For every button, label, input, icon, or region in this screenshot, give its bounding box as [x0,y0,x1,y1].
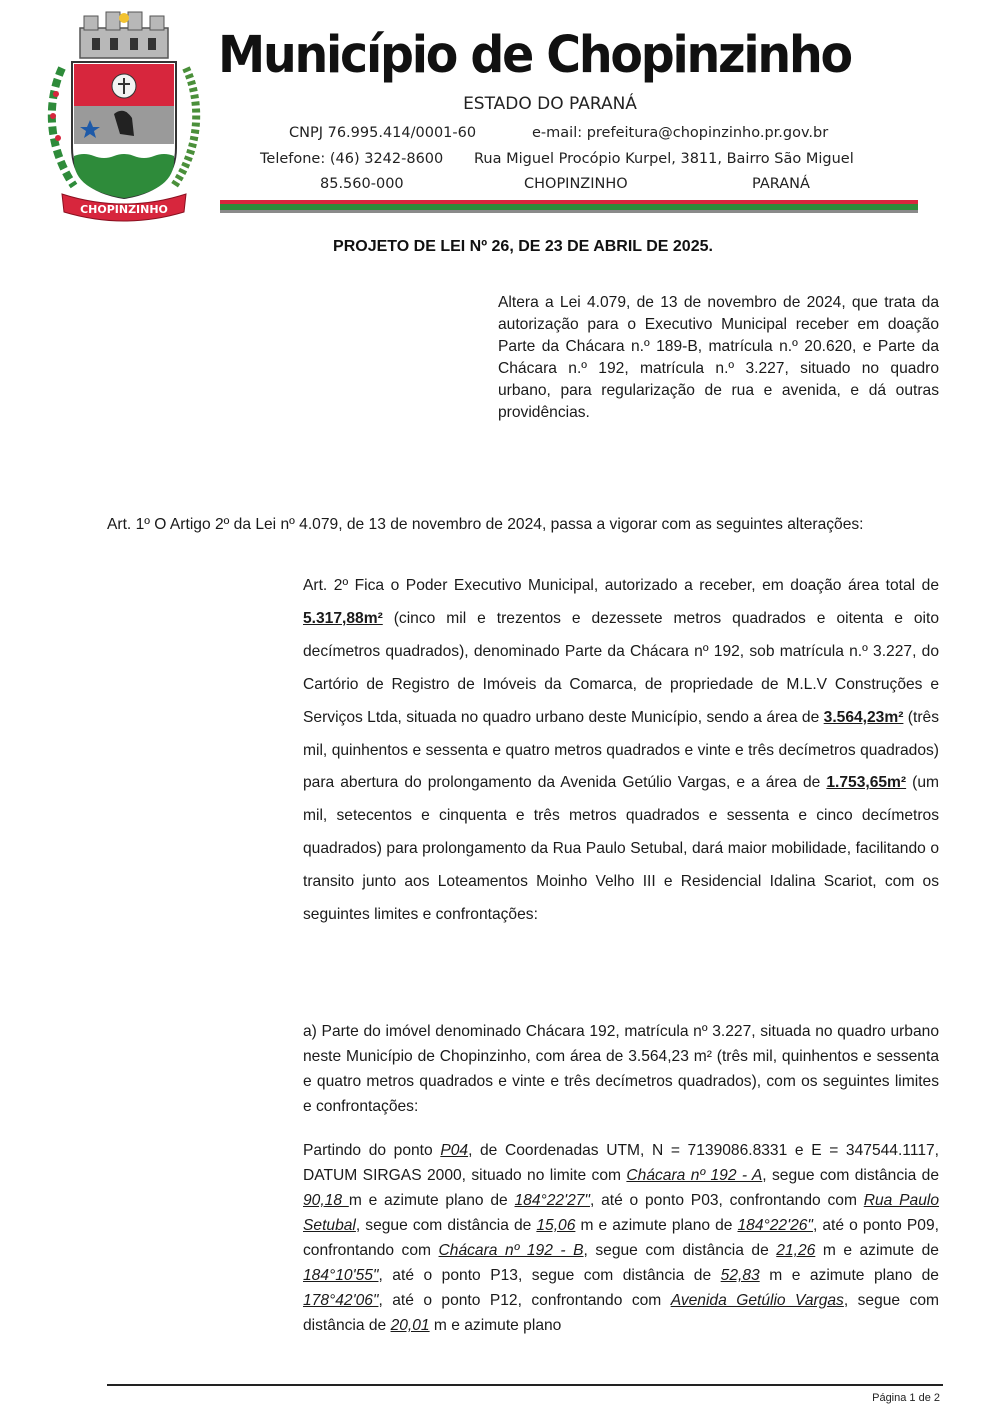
area-total: 5.317,88m² [303,609,383,627]
state-name: ESTADO DO PARANÁ [463,94,637,114]
art2-text-1: Art. 2º Fica o Poder Executivo Municipal, autorizado a receber, em doação área total de [303,577,939,594]
descr-text: , de Coordenadas UTM, N = 7139086.8331 e E = 347544.1117, DATUM SIRGAS 2000, situado no limite com [303,1142,940,1184]
descr-text: m e azimute de [815,1242,939,1259]
descr-text: , segue com distância de [583,1242,777,1259]
distance-2: 15,06 [536,1217,576,1234]
descr-text: , até o ponto P13, segue com distância de [378,1267,721,1284]
phone: Telefone: (46) 3242-8600 [260,151,444,167]
item-a: a) Parte do imóvel denominado Chácara 192, matrícula nº 3.227, situada no quadro urbano neste Município de Chopinzinho, com área de 3.564,23 m² (três mil, quinhentos e sessenta e quatro metros quadrados e vinte e três decímetros quadrados), com os seguintes limites e confrontações: [303,1023,939,1115]
boundary-description [303,1138,939,1338]
distance-4: 52,83 [720,1267,760,1284]
descr-text: , segue com distância de [355,1217,537,1234]
descr-text: m e azimute plano de [575,1217,738,1234]
area-avenida: 3.564,23m² [823,708,904,726]
avenida-getulio-vargas: Avenida Getúlio Vargas [670,1292,844,1309]
descr-text: Partindo do ponto [303,1142,441,1159]
cep: 85.560-000 [320,176,404,192]
descr-text: , até o ponto P09, confrontando com [303,1217,939,1259]
azimuth-3: 184°10'55" [303,1267,379,1284]
header-stripe-gray [220,210,918,213]
distance-3: 21,26 [776,1242,816,1259]
uf: PARANÁ [752,176,810,192]
azimuth-2: 184°22'26" [737,1217,813,1234]
azimuth-4: 178°42'06" [303,1292,379,1309]
point-p04: P04 [440,1142,469,1159]
descr-text: , segue com distância de [303,1292,939,1334]
crest-banner-text: CHOPINZINHO [80,203,168,216]
art2-text-4: (um mil, setecentos e cinquenta e três metros quadrados e sessenta e cinco decímetros quadrados) para prolongamento da Rua Paulo Setubal, dará maior mobilidade, facilitando o transito junto aos Loteamentos Moinho Velho III e Residencial Idalina Scariot, com os seguintes limites e confrontações: [303,774,939,924]
descr-text: , até o ponto P03, confrontando com [589,1192,864,1209]
descr-text: m e azimute plano de [759,1267,939,1284]
descr-text: , até o ponto P12, confrontando com [378,1292,671,1309]
descr-text: , segue com distância de [762,1167,940,1184]
footer-divider [107,1384,943,1386]
ementa: Altera a Lei 4.079, de 13 de novembro de 2024, que trata da autorização para o Executivo Municipal receber em doação Parte da Chácara n.º 189-B, matrícula n.º 20.620, e Parte da Chácara n.º 192, matrícula n.º 3.227, situado no quadro urbano, para regularização de rua e avenida, e dá outras providências. [498,294,939,421]
azimuth-1: 184°22'27" [514,1192,590,1209]
document-title: PROJETO DE LEI Nº 26, DE 23 DE ABRIL DE 2025. [333,238,713,255]
descr-text: m e azimute plano [429,1317,562,1334]
distance-5: 20,01 [390,1317,430,1334]
municipality-title: Município de Chopinzinho [218,26,851,85]
cnpj: CNPJ 76.995.414/0001-60 [289,125,477,141]
article-2 [303,570,939,932]
descr-text: m e azimute plano de [348,1192,515,1209]
article-1: Art. 1º O Artigo 2º da Lei nº 4.079, de 13 de novembro de 2024, passa a vigorar com as seguintes alterações: [107,516,864,533]
area-rua: 1.753,65m² [826,774,907,792]
page-number: Página 1 de 2 [872,1392,940,1404]
chacara-192b: Chácara nº 192 - B [438,1242,584,1259]
rua-paulo-setubal: Rua Paulo Setubal [303,1192,940,1234]
art2-text-3: (três mil, quinhentos e sessenta e quatro metros quadrados e vinte e três decímetros quadrados) para abertura do prolongamento da Avenida Getúlio Vargas, e a área de [303,708,939,792]
distance-1: 90,18 [303,1192,349,1209]
city: CHOPINZINHO [524,176,628,192]
address: Rua Miguel Procópio Kurpel, 3811, Bairro São Miguel [474,151,854,167]
municipal-coat-of-arms [44,8,204,226]
email: e-mail: prefeitura@chopinzinho.pr.gov.br [532,125,829,141]
art2-text-2: (cinco mil e trezentos e dezessete metros quadrados e oitenta e oito decímetros quadrados), denominado Parte da Chácara nº 192, sob matrícula n.º 3.227, do Cartório de Registro de Imóveis da Comarca, de propriedade de M.L.V Construções e Serviços Ltda, situada no quadro urbano deste Município, sendo a área de [303,609,939,726]
chacara-192a: Chácara nº 192 - A [626,1167,763,1184]
